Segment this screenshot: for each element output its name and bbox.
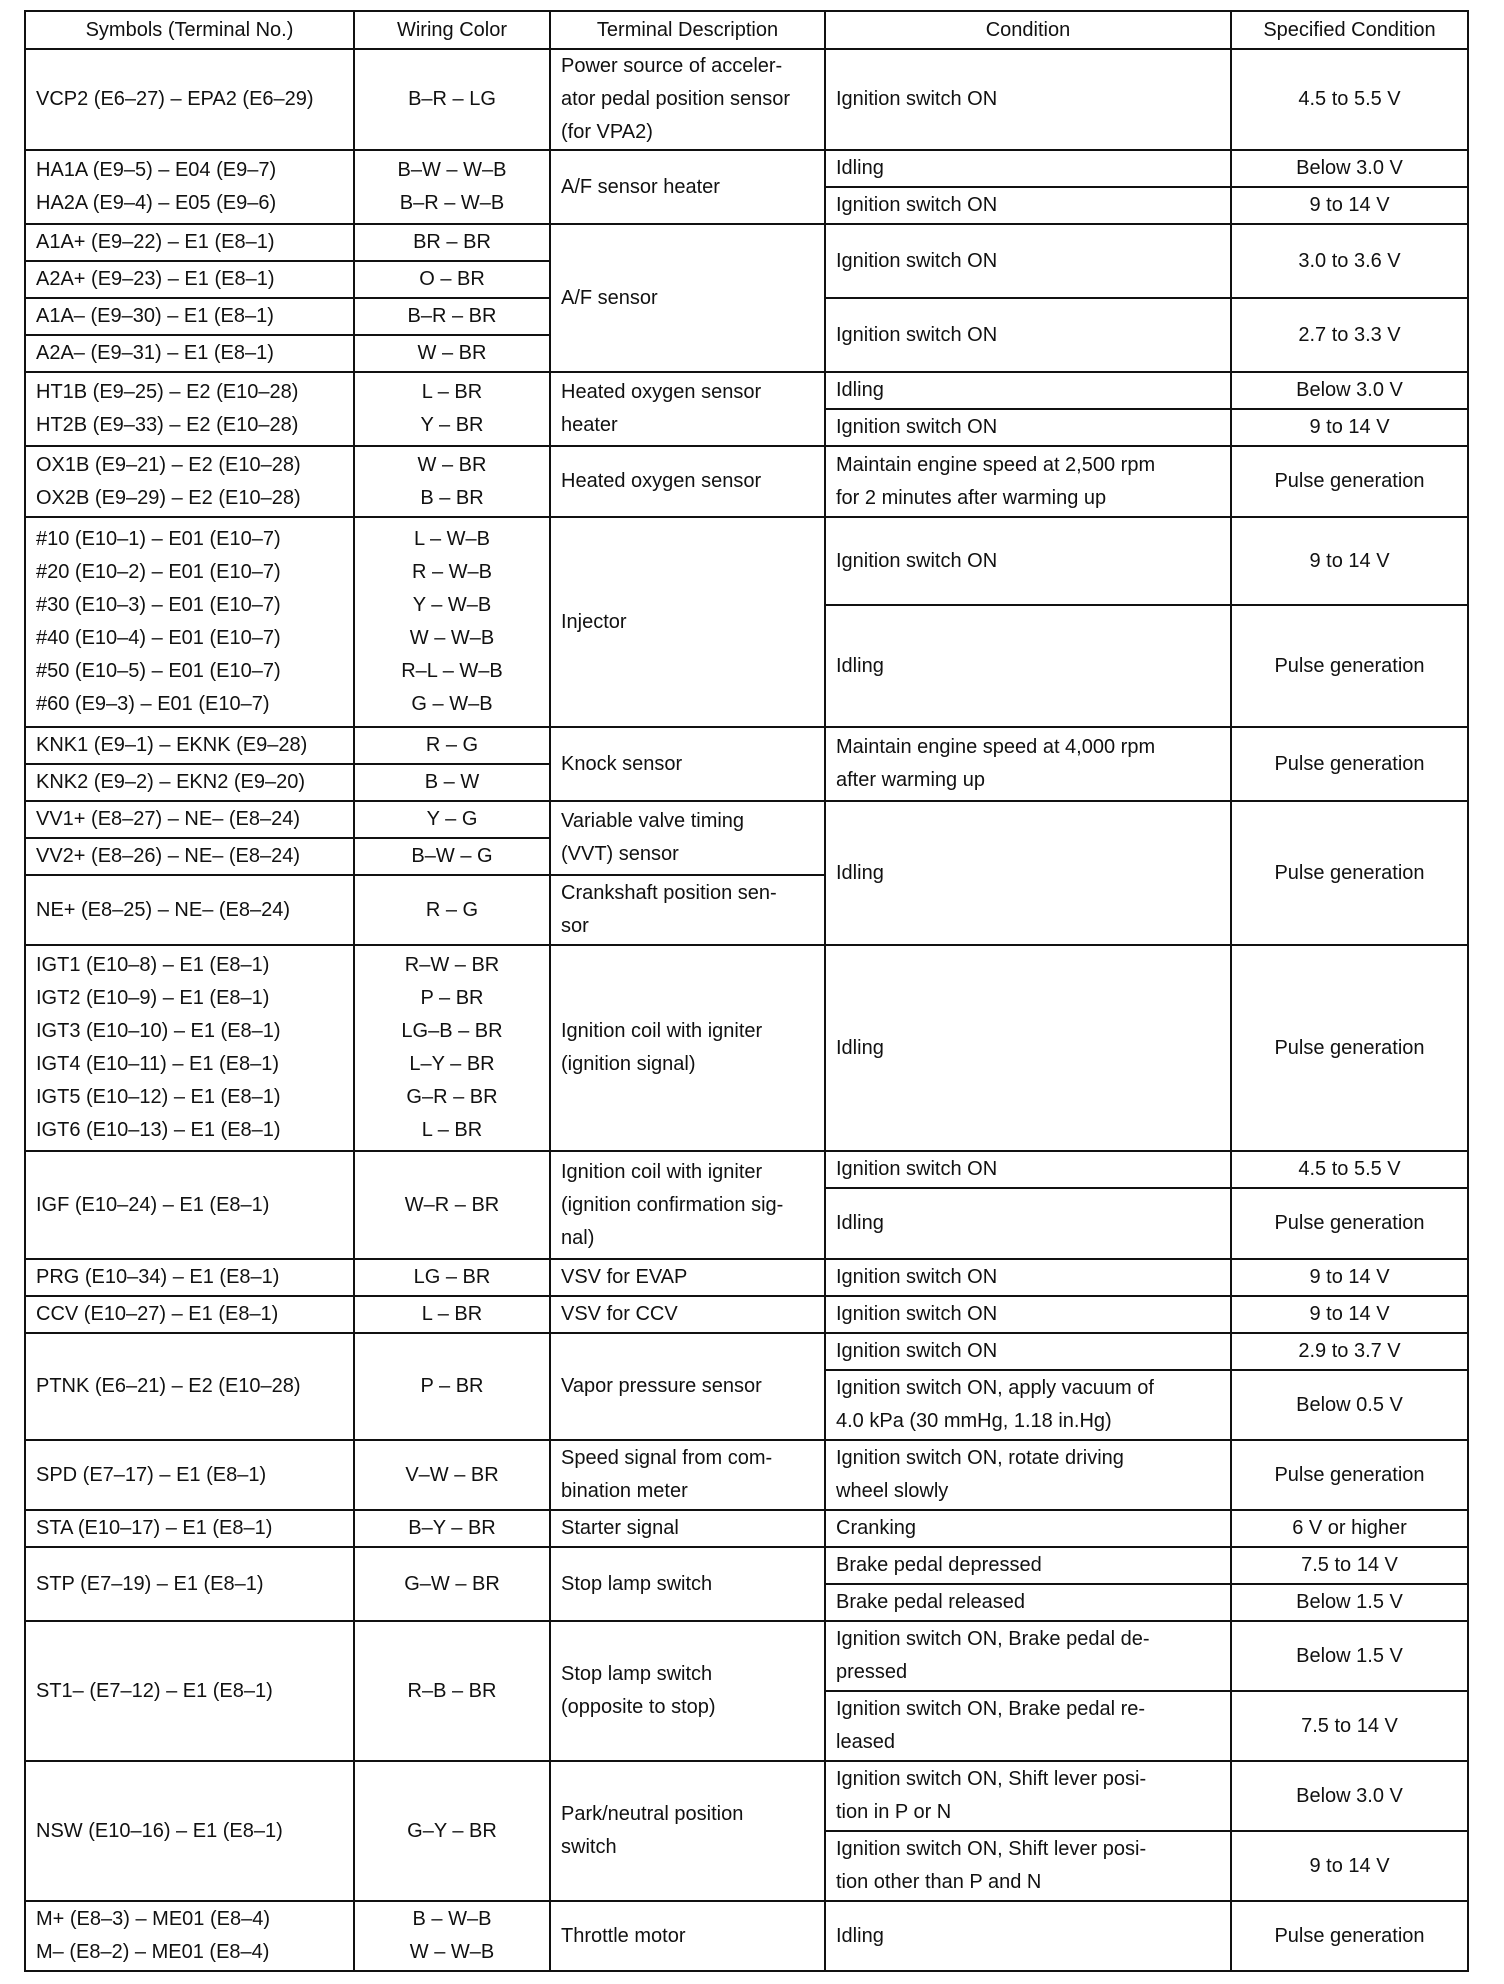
condition-cell: Idling: [825, 605, 1231, 727]
spec-cell: Below 0.5 V: [1231, 1370, 1468, 1440]
header-row: [25, 11, 1468, 49]
condition-cell: Idling: [825, 1901, 1231, 1971]
table-row: [25, 49, 1468, 150]
description-cell: Stop lamp switch: [550, 1547, 825, 1621]
spec-cell: Pulse generation: [1231, 1901, 1468, 1971]
condition-cell: Ignition switch ON: [825, 1296, 1231, 1333]
table-row: [25, 1259, 1468, 1296]
spec-cell: 4.5 to 5.5 V: [1231, 1151, 1468, 1188]
terminal-spec-sheet: [24, 10, 1467, 1972]
condition-cell: Ignition switch ON, rotate driving wheel slowly: [825, 1440, 1231, 1510]
spec-cell: Pulse generation: [1231, 727, 1468, 801]
description-cell: Stop lamp switch (opposite to stop): [550, 1621, 825, 1761]
description-cell: A/F sensor heater: [550, 150, 825, 224]
symbol-cell: M+ (E8–3) – ME01 (E8–4) M– (E8–2) – ME01 (E8–4): [25, 1901, 354, 1971]
wiring-cell: BR – BR: [354, 224, 550, 261]
wiring-cell: R–W – BR P – BR LG–B – BR L–Y – BR G–R – BR L – BR: [354, 945, 550, 1151]
symbol-cell: VV1+ (E8–27) – NE– (E8–24): [25, 801, 354, 838]
description-cell: Heated oxygen sensor: [550, 446, 825, 517]
wiring-cell: L – W–B R – W–B Y – W–B W – W–B R–L – W–B G – W–B: [354, 517, 550, 727]
table-row: [25, 224, 1468, 261]
symbol-cell: PTNK (E6–21) – E2 (E10–28): [25, 1333, 354, 1440]
condition-cell: Ignition switch ON: [825, 187, 1231, 224]
description-cell: Vapor pressure sensor: [550, 1333, 825, 1440]
spec-cell: 9 to 14 V: [1231, 1296, 1468, 1333]
condition-cell: Ignition switch ON: [825, 1333, 1231, 1370]
condition-cell: Ignition switch ON, Shift lever posi- tion other than P and N: [825, 1831, 1231, 1901]
wiring-cell: V–W – BR: [354, 1440, 550, 1510]
header-condition: Condition: [825, 11, 1231, 49]
spec-cell: 2.9 to 3.7 V: [1231, 1333, 1468, 1370]
spec-cell: 6 V or higher: [1231, 1510, 1468, 1547]
symbol-cell: #10 (E10–1) – E01 (E10–7) #20 (E10–2) – E01 (E10–7) #30 (E10–3) – E01 (E10–7) #40 (E10–4) – E01 (E10–7) #50 (E10–5) – E01 (E10–7) #60 (E9–3) – E01 (E10–7): [25, 517, 354, 727]
symbol-cell: STA (E10–17) – E1 (E8–1): [25, 1510, 354, 1547]
symbol-cell: IGT1 (E10–8) – E1 (E8–1) IGT2 (E10–9) – E1 (E8–1) IGT3 (E10–10) – E1 (E8–1) IGT4 (E10–11) – E1 (E8–1) IGT5 (E10–12) – E1 (E8–1) IGT6 (E10–13) – E1 (E8–1): [25, 945, 354, 1151]
wiring-cell: R – G: [354, 875, 550, 945]
description-cell: Throttle motor: [550, 1901, 825, 1971]
symbol-cell: VV2+ (E8–26) – NE– (E8–24): [25, 838, 354, 875]
description-cell: VSV for CCV: [550, 1296, 825, 1333]
wiring-cell: O – BR: [354, 261, 550, 298]
spec-cell: Below 1.5 V: [1231, 1621, 1468, 1691]
symbol-cell: A2A+ (E9–23) – E1 (E8–1): [25, 261, 354, 298]
condition-cell: Maintain engine speed at 2,500 rpm for 2 minutes after warming up: [825, 446, 1231, 517]
table-row: [25, 372, 1468, 409]
spec-cell: 9 to 14 V: [1231, 409, 1468, 446]
description-cell: Ignition coil with igniter (ignition signal): [550, 945, 825, 1151]
spec-cell: Below 3.0 V: [1231, 150, 1468, 187]
spec-cell: 9 to 14 V: [1231, 1259, 1468, 1296]
spec-cell: 2.7 to 3.3 V: [1231, 298, 1468, 372]
wiring-cell: B–Y – BR: [354, 1510, 550, 1547]
wiring-cell: R – G: [354, 727, 550, 764]
symbol-cell: VCP2 (E6–27) – EPA2 (E6–29): [25, 49, 354, 150]
description-cell: A/F sensor: [550, 224, 825, 372]
description-cell: Starter signal: [550, 1510, 825, 1547]
table-row: [25, 945, 1468, 1151]
symbol-cell: SPD (E7–17) – E1 (E8–1): [25, 1440, 354, 1510]
wiring-cell: G–Y – BR: [354, 1761, 550, 1901]
table-row: [25, 446, 1468, 517]
wiring-cell: B–W – W–B B–R – W–B: [354, 150, 550, 224]
table-row: [25, 1621, 1468, 1691]
symbol-cell: IGF (E10–24) – E1 (E8–1): [25, 1151, 354, 1259]
condition-cell: Ignition switch ON: [825, 1151, 1231, 1188]
condition-cell: Idling: [825, 1188, 1231, 1259]
symbol-cell: A2A– (E9–31) – E1 (E8–1): [25, 335, 354, 372]
table-row: [25, 1333, 1468, 1370]
wiring-cell: L – BR: [354, 1296, 550, 1333]
wiring-cell: W – BR: [354, 335, 550, 372]
wiring-cell: Y – G: [354, 801, 550, 838]
condition-cell: Idling: [825, 801, 1231, 945]
spec-cell: 7.5 to 14 V: [1231, 1691, 1468, 1761]
wiring-cell: B – W–B W – W–B: [354, 1901, 550, 1971]
wiring-cell: LG – BR: [354, 1259, 550, 1296]
condition-cell: Ignition switch ON: [825, 49, 1231, 150]
condition-cell: Ignition switch ON, Shift lever posi- tion in P or N: [825, 1761, 1231, 1831]
wiring-cell: B–R – BR: [354, 298, 550, 335]
condition-cell: Ignition switch ON: [825, 409, 1231, 446]
table-row: [25, 727, 1468, 764]
description-cell: Speed signal from com- bination meter: [550, 1440, 825, 1510]
description-cell: Knock sensor: [550, 727, 825, 801]
symbol-cell: KNK2 (E9–2) – EKN2 (E9–20): [25, 764, 354, 801]
header-specified-condition: Specified Condition: [1231, 11, 1468, 49]
description-cell: Crankshaft position sen- sor: [550, 875, 825, 945]
table-row: [25, 1901, 1468, 1971]
spec-cell: Below 1.5 V: [1231, 1584, 1468, 1621]
wiring-cell: B–R – LG: [354, 49, 550, 150]
spec-cell: Pulse generation: [1231, 446, 1468, 517]
spec-cell: Pulse generation: [1231, 1188, 1468, 1259]
table-row: [25, 150, 1468, 187]
condition-cell: Brake pedal released: [825, 1584, 1231, 1621]
spec-cell: 7.5 to 14 V: [1231, 1547, 1468, 1584]
condition-cell: Ignition switch ON: [825, 1259, 1231, 1296]
wiring-cell: G–W – BR: [354, 1547, 550, 1621]
wiring-cell: P – BR: [354, 1333, 550, 1440]
spec-cell: Pulse generation: [1231, 945, 1468, 1151]
spec-cell: Below 3.0 V: [1231, 1761, 1468, 1831]
table-row: [25, 1151, 1468, 1188]
terminal-table: [24, 10, 1469, 1972]
header-symbols: Symbols (Terminal No.): [25, 11, 354, 49]
symbol-cell: NE+ (E8–25) – NE– (E8–24): [25, 875, 354, 945]
wiring-cell: B–W – G: [354, 838, 550, 875]
spec-cell: 9 to 14 V: [1231, 187, 1468, 224]
header-terminal-description: Terminal Description: [550, 11, 825, 49]
table-row: [25, 801, 1468, 838]
description-cell: VSV for EVAP: [550, 1259, 825, 1296]
symbol-cell: PRG (E10–34) – E1 (E8–1): [25, 1259, 354, 1296]
wiring-cell: L – BR Y – BR: [354, 372, 550, 446]
spec-cell: Below 3.0 V: [1231, 372, 1468, 409]
condition-cell: Cranking: [825, 1510, 1231, 1547]
table-row: [25, 1547, 1468, 1584]
description-cell: Park/neutral position switch: [550, 1761, 825, 1901]
spec-cell: Pulse generation: [1231, 605, 1468, 727]
table-row: [25, 1510, 1468, 1547]
spec-cell: 9 to 14 V: [1231, 517, 1468, 605]
symbol-cell: NSW (E10–16) – E1 (E8–1): [25, 1761, 354, 1901]
condition-cell: Ignition switch ON: [825, 224, 1231, 298]
description-cell: Power source of acceler- ator pedal position sensor (for VPA2): [550, 49, 825, 150]
description-cell: Variable valve timing (VVT) sensor: [550, 801, 825, 875]
symbol-cell: ST1– (E7–12) – E1 (E8–1): [25, 1621, 354, 1761]
condition-cell: Ignition switch ON: [825, 517, 1231, 605]
spec-cell: Pulse generation: [1231, 801, 1468, 945]
condition-cell: Ignition switch ON, apply vacuum of 4.0 kPa (30 mmHg, 1.18 in.Hg): [825, 1370, 1231, 1440]
symbol-cell: HT1B (E9–25) – E2 (E10–28) HT2B (E9–33) – E2 (E10–28): [25, 372, 354, 446]
condition-cell: Ignition switch ON: [825, 298, 1231, 372]
table-row: [25, 1761, 1468, 1831]
table-row: [25, 517, 1468, 605]
spec-cell: Pulse generation: [1231, 1440, 1468, 1510]
condition-cell: Idling: [825, 945, 1231, 1151]
wiring-cell: B – W: [354, 764, 550, 801]
wiring-cell: W–R – BR: [354, 1151, 550, 1259]
description-cell: Heated oxygen sensor heater: [550, 372, 825, 446]
header-wiring-color: Wiring Color: [354, 11, 550, 49]
spec-cell: 3.0 to 3.6 V: [1231, 224, 1468, 298]
condition-cell: Ignition switch ON, Brake pedal de- pressed: [825, 1621, 1231, 1691]
symbol-cell: HA1A (E9–5) – E04 (E9–7) HA2A (E9–4) – E05 (E9–6): [25, 150, 354, 224]
wiring-cell: W – BR B – BR: [354, 446, 550, 517]
condition-cell: Maintain engine speed at 4,000 rpm after warming up: [825, 727, 1231, 801]
symbol-cell: A1A– (E9–30) – E1 (E8–1): [25, 298, 354, 335]
spec-cell: 4.5 to 5.5 V: [1231, 49, 1468, 150]
condition-cell: Idling: [825, 372, 1231, 409]
condition-cell: Idling: [825, 150, 1231, 187]
symbol-cell: STP (E7–19) – E1 (E8–1): [25, 1547, 354, 1621]
table-row: [25, 1296, 1468, 1333]
table-row: [25, 1440, 1468, 1510]
spec-cell: 9 to 14 V: [1231, 1831, 1468, 1901]
symbol-cell: CCV (E10–27) – E1 (E8–1): [25, 1296, 354, 1333]
condition-cell: Brake pedal depressed: [825, 1547, 1231, 1584]
symbol-cell: OX1B (E9–21) – E2 (E10–28) OX2B (E9–29) – E2 (E10–28): [25, 446, 354, 517]
description-cell: Injector: [550, 517, 825, 727]
symbol-cell: A1A+ (E9–22) – E1 (E8–1): [25, 224, 354, 261]
description-cell: Ignition coil with igniter (ignition confirmation sig- nal): [550, 1151, 825, 1259]
symbol-cell: KNK1 (E9–1) – EKNK (E9–28): [25, 727, 354, 764]
wiring-cell: R–B – BR: [354, 1621, 550, 1761]
condition-cell: Ignition switch ON, Brake pedal re- leased: [825, 1691, 1231, 1761]
